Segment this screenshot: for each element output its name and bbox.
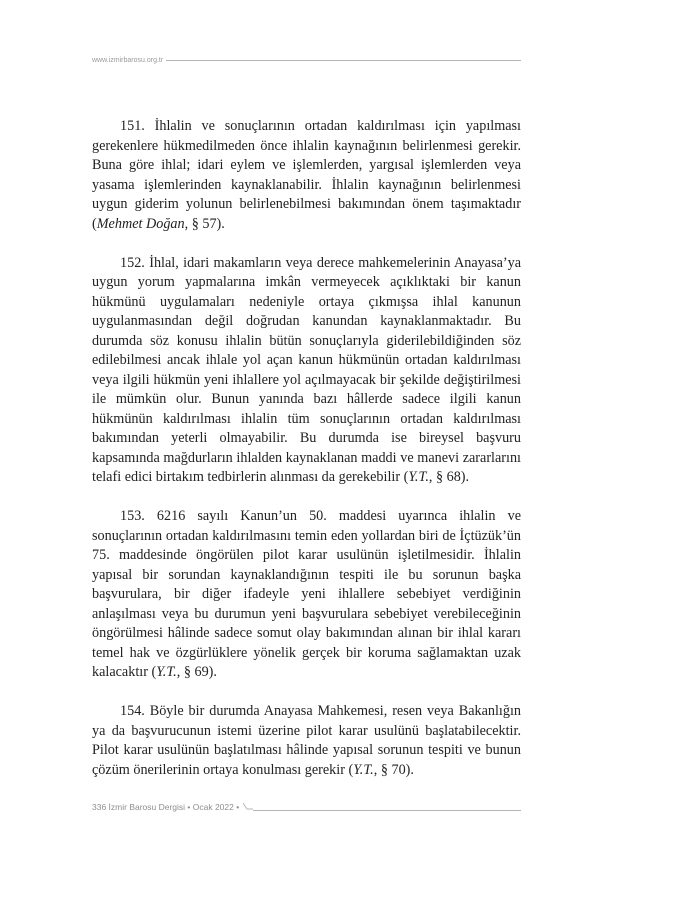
citation: Mehmet Doğan bbox=[96, 215, 185, 232]
paragraph-154 bbox=[92, 702, 521, 780]
footer-divider bbox=[253, 810, 521, 811]
paragraph-text: 153. 6216 sayılı Kanun’un 50. maddesi uyarınca ihlalin ve sonuçlarının ortadan kaldırılmasını temin eden yollardan biri de İçtüzük’ün 75. maddesinde öngörülen pilot karar usulünün işletilmesidir. İhlalin yapısal bir sorundan kaynaklandığının tespiti ile bu sorunun başka başvurulara, bir diğer ifadeyle yeni ihlallere sebebiyet verdiğinin anlaşılması veya bu durumun yeni başvurulara sebebiyet verebileceğinin öngörülmesi hâlinde sadece somut olay bakımından alınan bir ihlal kararı temel hak ve özgürlüklere yönelik gerçek bir koruma sağlamaktan uzak kalacaktır ( bbox=[92, 508, 521, 680]
citation: Y.T. bbox=[353, 761, 374, 778]
running-header bbox=[92, 53, 521, 67]
paragraph-text: 152. İhlal, idari makamların veya derece mahkemelerinin Anayasa’ya uygun yorum yapmalarına imkân vermeyecek açıklıktaki bir kanun hükmünü uygulamaları nedeniyle ortaya çıkmışsa ihlal kanunun uygulanmasından değil doğrudan kanundan kaynaklanmaktadır. Bu durumda söz konusu ihlalin bütün sonuçlarıyla giderilebildiğinden söz edilebilmesi ancak ihlale yol açan kanun hükmünün ortadan kaldırılması veya ilgili hükmün yeni ihlallere yol açılmayacak bir şekilde değiştirilmesi ile mümkün olur. Bunun yanında bazı hâllerde sadece ilgili kanun hükmünün kaldırılması ihlalin tüm sonuçlarının ortadan kaldırılması bakımından yeterli olmayabilir. Bu durumda ise bireysel başvuru kapsamında mağdurların ihlalden kaynaklanan maddi ve manevi zararlarını telafi edici birtakım tedbirlerin alınması da gerekebilir ( bbox=[92, 254, 521, 485]
paragraph-151 bbox=[92, 117, 521, 234]
running-footer bbox=[92, 800, 521, 814]
paragraph-text: , § 70). bbox=[373, 761, 414, 778]
paragraph-text: , § 68). bbox=[428, 469, 470, 485]
page-body bbox=[92, 117, 521, 800]
header-url: www.izmirbarosu.org.tr bbox=[92, 56, 164, 64]
header-divider bbox=[166, 60, 521, 61]
paragraph-152 bbox=[92, 254, 521, 488]
paragraph-text: 154. Böyle bir durumda Anayasa Mahkemesi, resen veya Bakanlığın ya da başvurucunun istemi üzerine pilot karar usulünü başlatabilecektir. Pilot karar usulünün başlatılması hâlinde yapısal sorunun tespiti ve bunun çözüm önerilerinin ortaya konulması gerekir ( bbox=[92, 703, 521, 778]
footer-notch-icon bbox=[243, 802, 253, 812]
citation: Y.T. bbox=[156, 664, 177, 680]
citation: Y.T. bbox=[408, 469, 429, 485]
paragraph-text: 151. İhlalin ve sonuçlarının ortadan kaldırılması için yapılması gerekenlere hükmedilmeden önce ihlalin kaynağının belirlenmesi gerekir. Buna göre ihlal; idari eylem ve işlemlerden, yargısal işlemlerden veya yasama işlemlerinden kaynaklanabilir. İhlalin kaynağının belirlenmesi uygun giderim yolunun belirlenebilmesi bakımından önem taşımaktadır ( bbox=[92, 118, 521, 232]
footer-text: 336 İzmir Barosu Dergisi • Ocak 2022 • bbox=[92, 802, 240, 812]
paragraph-text: , § 69). bbox=[176, 664, 217, 680]
paragraph-text: , § 57). bbox=[184, 215, 225, 232]
paragraph-153 bbox=[92, 507, 521, 683]
